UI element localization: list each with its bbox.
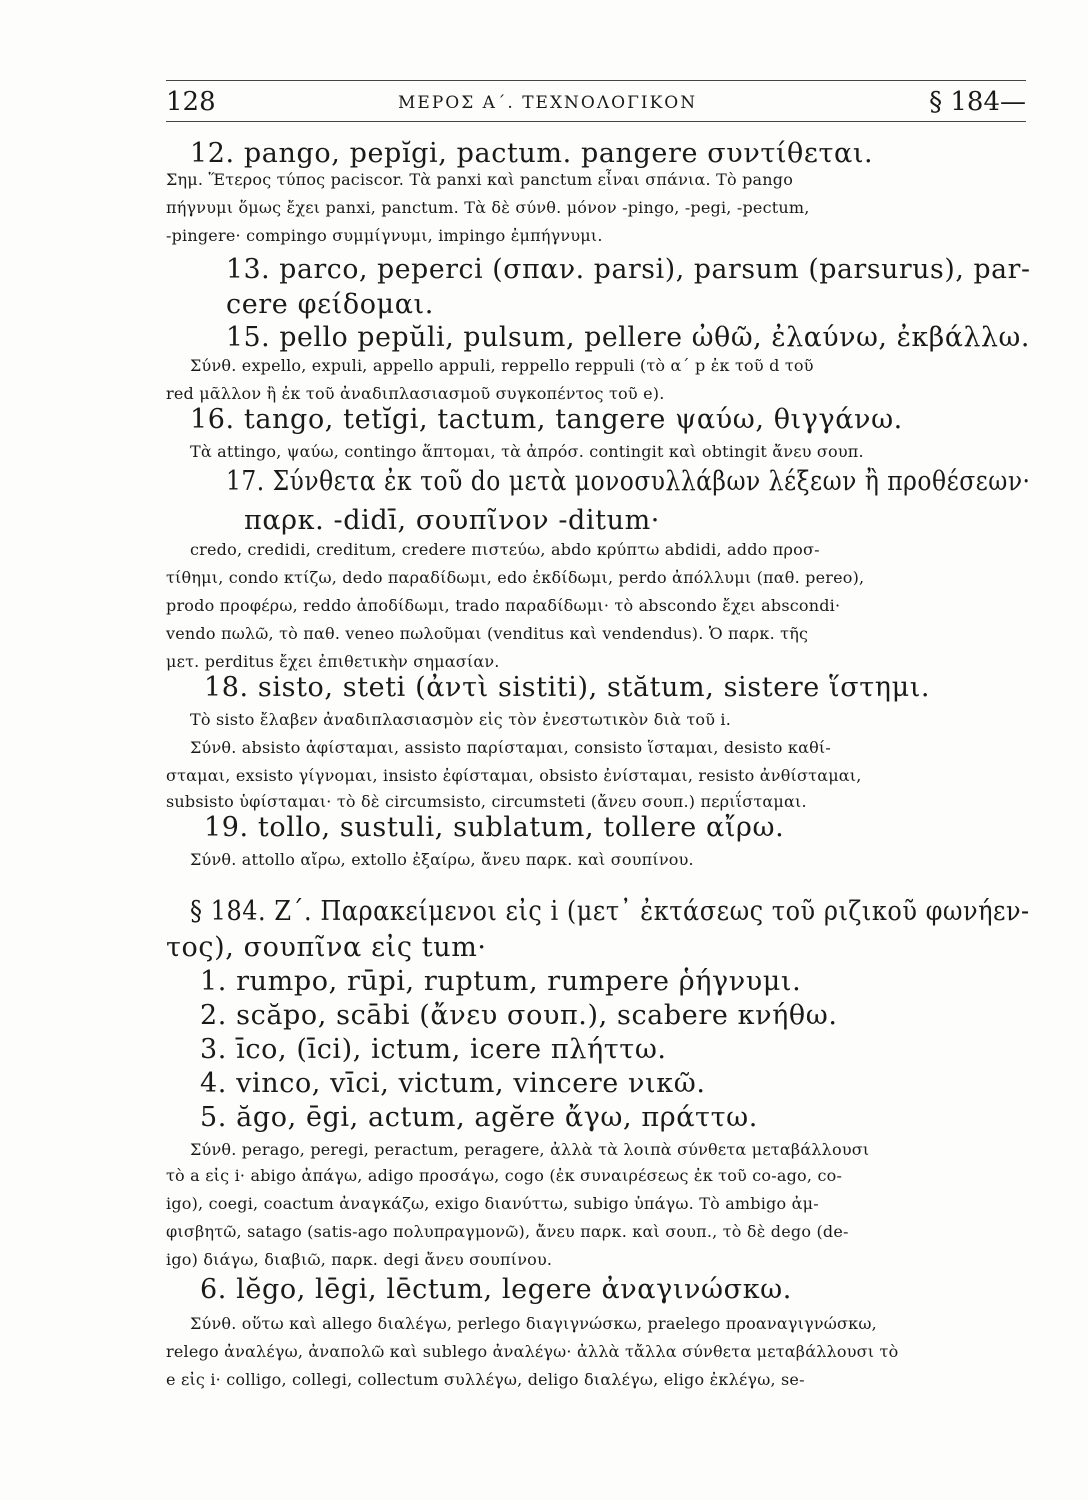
note-line: Σύνθ. absisto ἀφίσταμαι, assisto παρίσταμαι, consisto ἵσταμαι, desisto καθί-	[190, 738, 832, 757]
entry-line: 4. vinco, vīci, victum, vincere νικῶ.	[200, 1068, 706, 1099]
note-line: τίθημι, condo κτίζω, dedo παραδίδωμι, edo ἐκδίδωμι, perdo ἀπόλλυμι (παθ. pereo),	[166, 568, 865, 587]
entry-line: 12. pango, pepĭgi, pactum. pangere συντίθεται.	[190, 138, 874, 169]
note-line: subsisto ὑφίσταμαι· τὸ δὲ circumsisto, circumsteti (ἄνευ σουπ.) περιΐσταμαι.	[166, 792, 807, 811]
note-line: vendo πωλῶ, τὸ παθ. veneo πωλοῦμαι (venditus καὶ vendendus). Ὁ παρκ. τῆς	[166, 624, 809, 643]
note-line: Σημ. Ἕτερος τύπος paciscor. Τὰ panxi καὶ panctum εἶναι σπάνια. Τὸ pango	[166, 170, 794, 189]
note-line: red μᾶλλον ἢ ἐκ τοῦ ἀναδιπλασιασμοῦ συγκοπέντος τοῦ e).	[166, 384, 665, 403]
note-line: Σύνθ. attollo αἴρω, extollo ἐξαίρω, ἄνευ παρκ. καὶ σουπίνου.	[190, 850, 694, 869]
note-line: relego ἀναλέγω, ἀναπολῶ καὶ sublego ἀναλέγω· ἀλλὰ τἄλλα σύνθετα μεταβάλλουσι τὸ	[166, 1342, 899, 1361]
note-line: igo) διάγω, διαβιῶ, παρκ. degi ἄνευ σουπίνου.	[166, 1250, 553, 1269]
entry-line: 18. sisto, steti (ἀντὶ sistiti), stătum, sistere ἵστημι.	[204, 672, 931, 703]
entry-line: 1. rumpo, rūpi, ruptum, rumpere ῥήγνυμι.	[200, 966, 802, 997]
note-line: -pingere· compingo συμμίγνυμι, impingo ἐμπήγνυμι.	[166, 226, 603, 245]
entry-line: 13. parco, peperci (σπαν. parsi), parsum (parsurus), par-	[226, 254, 1031, 285]
entry-line: § 184. Ζ΄. Παρακείμενοι εἰς i (μετ᾽ ἐκτάσεως τοῦ ριζικοῦ φωνήεν-	[190, 896, 1030, 927]
note-line: Σύνθ. οὕτω καὶ allego διαλέγω, perlego διαγιγνώσκω, praelego προαναγιγνώσκω,	[190, 1314, 877, 1333]
note-line: prodo προφέρω, reddo ἀποδίδωμι, trado παραδίδωμι· τὸ abscondo ἔχει abscondi·	[166, 596, 841, 615]
note-line: Τὸ sisto ἔλαβεν ἀναδιπλασιασμὸν εἰς τὸν ἐνεστωτικὸν διὰ τοῦ i.	[190, 710, 732, 729]
note-line: πήγνυμι ὅμως ἔχει panxi, panctum. Τὰ δὲ σύνθ. μόνον -pingo, -pegi, -pectum,	[166, 198, 810, 217]
running-header	[166, 80, 1026, 122]
entry-line: 15. pello pepŭli, pulsum, pellere ὠθῶ, ἐλαύνω, ἐκβάλλω.	[226, 322, 1030, 353]
page-number: 128	[166, 87, 216, 117]
note-line: e εἰς i· colligo, collegi, collectum συλλέγω, deligo διαλέγω, eligo ἐκλέγω, se-	[166, 1370, 805, 1389]
note-line: Τὰ attingo, ψαύω, contingo ἅπτομαι, τὰ ἀπρόσ. contingit καὶ obtingit ἄνευ σουπ.	[190, 442, 864, 461]
note-line: τὸ a εἰς i· abigo ἀπάγω, adigo προσάγω, cogo (ἐκ συναιρέσεως ἐκ τοῦ co-ago, co-	[166, 1166, 843, 1185]
entry-line: 3. īco, (īci), ictum, icere πλήττω.	[200, 1034, 667, 1065]
note-line: credo, credidi, creditum, credere πιστεύω, abdo κρύπτω abdidi, addo προσ-	[190, 540, 820, 559]
entry-line: cere φείδομαι.	[226, 289, 434, 320]
entry-line: 16. tango, tetĭgi, tactum, tangere ψαύω, θιγγάνω.	[190, 404, 903, 435]
note-line: Σύνθ. expello, expuli, appello appuli, reppello reppuli (τὸ α΄ p ἐκ τοῦ d τοῦ	[190, 356, 814, 375]
note-line: igo), coegi, coactum ἀναγκάζω, exigo διανύττω, subigo ὑπάγω. Τὸ ambigo ἀμ-	[166, 1194, 819, 1213]
entry-line: 6. lĕgo, lēgi, lēctum, legere ἀναγινώσκω.	[200, 1274, 792, 1305]
note-line: φισβητῶ, satago (satis-ago πολυπραγμονῶ), ἄνευ παρκ. καὶ σουπ., τὸ δὲ dego (de-	[166, 1222, 849, 1241]
running-title: ΜΕΡΟΣ Α΄. ΤΕΧΝΟΛΟΓΙΚΟΝ	[398, 93, 698, 113]
entry-line: τος), σουπῖνα εἰς tum·	[166, 932, 487, 963]
entry-line: 17. Σύνθετα ἐκ τοῦ do μετὰ μονοσυλλάβων λέξεων ἢ προθέσεων·	[226, 466, 1031, 497]
entry-line: 5. ăgo, ēgi, actum, agĕre ἄγω, πράττω.	[200, 1102, 758, 1133]
note-line: σταμαι, exsisto γίγνομαι, insisto ἐφίσταμαι, obsisto ἐνίσταμαι, resisto ἀνθίσταμαι,	[166, 766, 862, 785]
entry-line: 2. scăpo, scābi (ἄνευ σουπ.), scabere κνήθω.	[200, 1000, 838, 1031]
note-line: Σύνθ. perago, peregi, peractum, peragere, ἀλλὰ τὰ λοιπὰ σύνθετα μεταβάλλουσι	[190, 1140, 870, 1159]
entry-line: 19. tollo, sustuli, sublatum, tollere αἴρω.	[204, 812, 785, 843]
note-line: μετ. perditus ἔχει ἐπιθετικὴν σημασίαν.	[166, 652, 500, 671]
entry-line: παρκ. -didī, σουπῖνον -ditum·	[244, 505, 660, 536]
section-marker: § 184—	[929, 87, 1026, 117]
